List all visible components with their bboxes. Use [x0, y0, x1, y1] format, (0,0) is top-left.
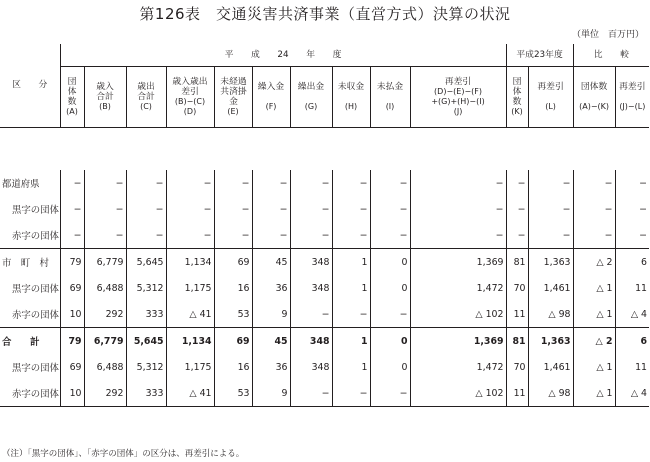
- col-name: 繰出金: [297, 81, 325, 92]
- col-name: 団体数: [67, 76, 77, 107]
- table-cell: 348: [290, 275, 332, 301]
- fy23-header: 平成23年度: [506, 44, 573, 67]
- row-label: 合 計: [0, 328, 60, 355]
- col-header: [252, 67, 290, 128]
- table-cell: −: [528, 170, 573, 196]
- table-cell: △ 1: [573, 275, 615, 301]
- table-cell: −: [573, 170, 615, 196]
- footnote: （注）「黒字の団体」、「赤字の団体」の区分は、再差引による。: [2, 449, 245, 459]
- table-row: [0, 249, 649, 276]
- col-header: [166, 67, 214, 128]
- table-cell: 348: [290, 328, 332, 355]
- col-name: 未払金: [376, 81, 404, 92]
- table-row: [0, 222, 649, 249]
- table-cell: −: [290, 170, 332, 196]
- settlement-table-body: [0, 170, 649, 407]
- table-cell: 6: [615, 328, 649, 355]
- table-cell: 53: [214, 301, 252, 328]
- col-code: (K): [511, 107, 523, 117]
- table-cell: −: [410, 196, 506, 222]
- table-cell: 45: [252, 249, 290, 276]
- table-cell: −: [615, 222, 649, 249]
- col-code: (A): [66, 107, 78, 117]
- row-label: 黒字の団体: [12, 205, 59, 216]
- table-row: [0, 328, 649, 355]
- table-cell: 1,363: [528, 328, 573, 355]
- table-cell: 5,312: [126, 275, 166, 301]
- col-formula: (B)−(C): [174, 97, 206, 106]
- table-cell: −: [290, 380, 332, 407]
- col-header: [528, 67, 573, 128]
- page-title: 第126表 交通災害共済事業（直営方式）決算の状況: [139, 5, 511, 23]
- table-cell: △ 2: [573, 249, 615, 276]
- col-header: [573, 67, 615, 128]
- col-code: (J): [453, 107, 463, 117]
- table-cell: 69: [60, 275, 84, 301]
- table-cell: △ 102: [410, 301, 506, 328]
- table-cell: −: [84, 196, 126, 222]
- table-cell: −: [60, 222, 84, 249]
- table-cell: 6,488: [84, 275, 126, 301]
- table-cell: 5,645: [126, 249, 166, 276]
- table-cell: 1,134: [166, 328, 214, 355]
- table-cell: 0: [370, 275, 410, 301]
- table-row: [0, 196, 649, 222]
- table-cell: 1: [332, 354, 370, 380]
- col-code: (J)−(L): [619, 102, 646, 112]
- col-formula: +(G)+(H)−(I): [431, 97, 485, 106]
- col-code: (E): [227, 107, 239, 117]
- table-cell: 10: [60, 301, 84, 328]
- table-cell: △ 1: [573, 354, 615, 380]
- table-cell: −: [573, 196, 615, 222]
- col-code: (H): [344, 102, 358, 112]
- table-cell: 1,175: [166, 275, 214, 301]
- table-cell: −: [332, 380, 370, 407]
- table-cell: −: [615, 170, 649, 196]
- table-cell: 1,369: [410, 249, 506, 276]
- table-cell: 333: [126, 301, 166, 328]
- col-formula: (D)−(E)−(F): [434, 86, 482, 96]
- table-row: [0, 380, 649, 407]
- table-cell: △ 4: [615, 301, 649, 328]
- table-cell: 79: [60, 249, 84, 276]
- table-cell: 5,312: [126, 354, 166, 380]
- table-cell: 1,134: [166, 249, 214, 276]
- table-cell: 1,175: [166, 354, 214, 380]
- col-code: (L): [545, 102, 556, 112]
- table-cell: 1,461: [528, 275, 573, 301]
- header-row-top: [0, 44, 649, 67]
- col-header: [60, 67, 84, 128]
- table-cell: −: [370, 170, 410, 196]
- fy24-header: 平 成 24 年 度: [60, 44, 506, 67]
- table-cell: 16: [214, 354, 252, 380]
- table-cell: −: [332, 222, 370, 249]
- table-cell: 1,369: [410, 328, 506, 355]
- table-cell: 292: [84, 301, 126, 328]
- table-cell: △ 98: [528, 301, 573, 328]
- row-label: 赤字の団体: [12, 310, 59, 321]
- table-cell: △ 41: [166, 380, 214, 407]
- col-header: [126, 67, 166, 128]
- table-cell: −: [506, 222, 528, 249]
- table-cell: 11: [615, 354, 649, 380]
- col-name: 歳入合計: [96, 81, 114, 102]
- table-cell: △ 1: [573, 380, 615, 407]
- table-cell: 5,645: [126, 328, 166, 355]
- table-cell: −: [60, 196, 84, 222]
- table-cell: △ 4: [615, 380, 649, 407]
- col-name: 繰入金: [257, 81, 285, 92]
- table-cell: −: [410, 170, 506, 196]
- col-code: (F): [265, 102, 277, 112]
- col-code: (A)−(K): [579, 102, 610, 112]
- table-cell: △ 41: [166, 301, 214, 328]
- table-cell: −: [126, 222, 166, 249]
- table-cell: 69: [214, 328, 252, 355]
- table-cell: −: [60, 170, 84, 196]
- table-cell: 10: [60, 380, 84, 407]
- table-cell: △ 98: [528, 380, 573, 407]
- table-cell: −: [332, 170, 370, 196]
- table-cell: 9: [252, 301, 290, 328]
- table-cell: −: [528, 196, 573, 222]
- table-cell: 81: [506, 249, 528, 276]
- col-header: [615, 67, 649, 128]
- table-cell: 6,779: [84, 328, 126, 355]
- col-header: [84, 67, 126, 128]
- table-cell: −: [370, 196, 410, 222]
- table-cell: 6,488: [84, 354, 126, 380]
- table-cell: 1: [332, 328, 370, 355]
- table-cell: 1: [332, 249, 370, 276]
- table-cell: −: [528, 222, 573, 249]
- table-cell: −: [573, 222, 615, 249]
- table-cell: 11: [506, 380, 528, 407]
- settlement-table: [0, 44, 649, 128]
- col-name: 再差引: [537, 81, 564, 92]
- col-header: [370, 67, 410, 128]
- col-name: 団体数: [580, 81, 608, 92]
- table-cell: 0: [370, 354, 410, 380]
- col-name: 歳出合計: [137, 81, 155, 102]
- table-cell: −: [252, 222, 290, 249]
- table-cell: 348: [290, 354, 332, 380]
- col-code: (G): [304, 102, 318, 112]
- table-cell: −: [290, 196, 332, 222]
- row-label: 赤字の団体: [12, 231, 59, 242]
- table-cell: 0: [370, 249, 410, 276]
- table-cell: 16: [214, 275, 252, 301]
- col-header: [290, 67, 332, 128]
- table-cell: 69: [214, 249, 252, 276]
- table-cell: 81: [506, 328, 528, 355]
- table-cell: 45: [252, 328, 290, 355]
- table-cell: −: [615, 196, 649, 222]
- table-cell: −: [506, 170, 528, 196]
- row-label: 黒字の団体: [12, 284, 59, 295]
- table-cell: −: [332, 196, 370, 222]
- table-row: [0, 170, 649, 196]
- table-cell: −: [370, 380, 410, 407]
- row-label: 市 町 村: [0, 249, 60, 276]
- col-header: [506, 67, 528, 128]
- header-row-columns: [0, 67, 649, 128]
- table-cell: 70: [506, 354, 528, 380]
- table-cell: 69: [60, 354, 84, 380]
- col-code: (I): [385, 102, 395, 112]
- table-cell: 11: [615, 275, 649, 301]
- table-row: [0, 354, 649, 380]
- table-row: [0, 301, 649, 328]
- table-cell: 1,472: [410, 275, 506, 301]
- table-cell: 53: [214, 380, 252, 407]
- col-name: 再差引: [444, 76, 472, 87]
- table-cell: 1: [332, 275, 370, 301]
- table-cell: 1,461: [528, 354, 573, 380]
- table-cell: 292: [84, 380, 126, 407]
- table-cell: −: [290, 301, 332, 328]
- table-cell: −: [410, 222, 506, 249]
- table-cell: △ 1: [573, 301, 615, 328]
- col-header: [410, 67, 506, 128]
- table-cell: △ 102: [410, 380, 506, 407]
- table-cell: 1,472: [410, 354, 506, 380]
- table-cell: 11: [506, 301, 528, 328]
- table-cell: 348: [290, 249, 332, 276]
- table-cell: −: [290, 222, 332, 249]
- col-name: 未経過共済掛金: [220, 76, 247, 107]
- col-code: (C): [140, 102, 152, 112]
- col-name: 歳入歳出差引: [172, 76, 208, 97]
- table-cell: −: [84, 170, 126, 196]
- table-cell: 36: [252, 354, 290, 380]
- col-code: (D): [183, 107, 197, 117]
- table-cell: 0: [370, 328, 410, 355]
- table-cell: 333: [126, 380, 166, 407]
- table-cell: 1,363: [528, 249, 573, 276]
- unit-label: （単位 百万円）: [571, 30, 644, 40]
- table-cell: 70: [506, 275, 528, 301]
- table-cell: −: [370, 301, 410, 328]
- category-header: 区 分: [0, 44, 60, 128]
- table-cell: −: [214, 196, 252, 222]
- table-cell: −: [332, 301, 370, 328]
- row-label: 黒字の団体: [12, 363, 59, 374]
- table-cell: −: [252, 170, 290, 196]
- col-name: 団体数: [512, 76, 522, 107]
- col-header: [332, 67, 370, 128]
- table-cell: −: [84, 222, 126, 249]
- table-cell: −: [252, 196, 290, 222]
- table-cell: −: [166, 196, 214, 222]
- table-cell: 6,779: [84, 249, 126, 276]
- row-label: 都道府県: [2, 179, 40, 190]
- table-row: [0, 275, 649, 301]
- table-cell: 79: [60, 328, 84, 355]
- col-name: 再差引: [619, 81, 646, 92]
- table-cell: −: [506, 196, 528, 222]
- col-header: [214, 67, 252, 128]
- table-cell: −: [166, 170, 214, 196]
- col-code: (B): [99, 102, 111, 112]
- table-cell: −: [370, 222, 410, 249]
- table-cell: −: [166, 222, 214, 249]
- comparison-header: 比 較: [573, 44, 649, 67]
- table-cell: 9: [252, 380, 290, 407]
- table-cell: △ 2: [573, 328, 615, 355]
- table-cell: −: [214, 170, 252, 196]
- table-cell: −: [214, 222, 252, 249]
- table-cell: −: [126, 170, 166, 196]
- table-cell: 6: [615, 249, 649, 276]
- col-name: 未収金: [337, 81, 365, 92]
- row-label: 赤字の団体: [0, 380, 60, 407]
- table-cell: −: [126, 196, 166, 222]
- table-cell: 36: [252, 275, 290, 301]
